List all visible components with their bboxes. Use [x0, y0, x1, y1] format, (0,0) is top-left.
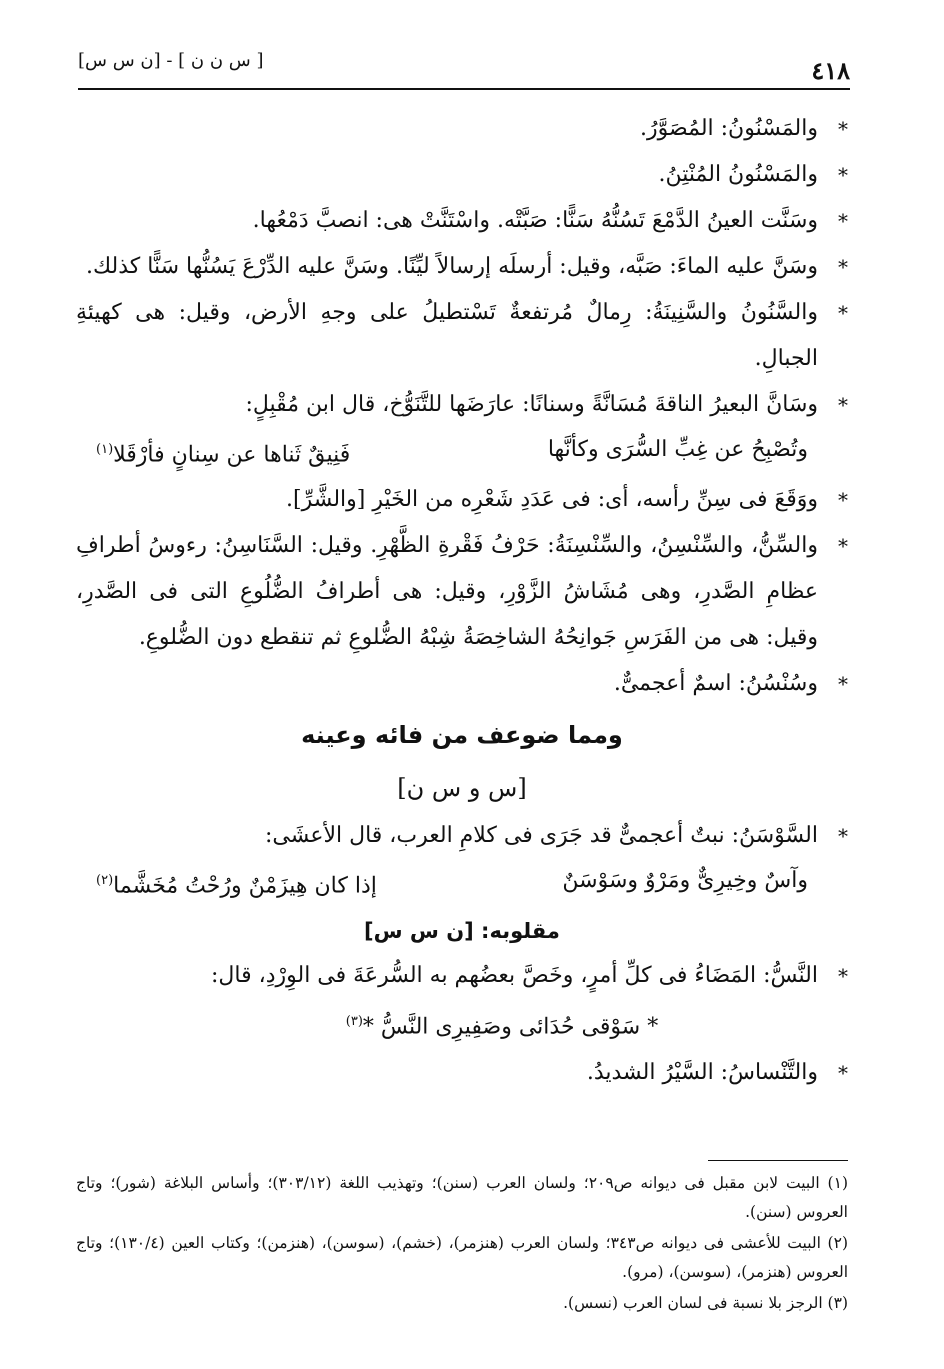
- entry-text: وسَنَّت العينُ الدَّمْعَ تَسُنُّهُ سَنًّا: صَبَّتْه. واسْتَنَّتْ هى: انصبَّ دَمْعُها.: [252, 208, 818, 233]
- entry: [76, 106, 848, 152]
- verse-hemistich-first: وآسٌ وخِيرِىٌّ ومَرْوٌ وسَوْسَنٌ: [562, 868, 808, 894]
- entry: [76, 661, 848, 707]
- entry-text: والسِّنُّ، والسِّنْسِنُ، والسِّنْسِنَةُ: حَرْفُ فَقْرةِ الظَّهْرِ. وقيل: السَّنَاسِنُ: رءوسُ أطرافِ عظامِ الصَّدرِ، وهى مُشَاشُ الزَّوْرِ، وقيل: هى أطرافُ الضُّلُوعِ التى فى الصَّدرِ، وقيل: هى من الفَرَسِ جَوانِحُهُ الشاخِصَةُ شِبْهُ الضُّلوعِ ثم تنقطع دون الضُّلوعِ.: [76, 533, 818, 651]
- entry-text: السَّوْسَنُ: نبتٌ أعجمىٌّ قد جَرَى فى كلامِ العرب، قال الأعشَى:: [264, 823, 818, 849]
- asterisk-icon: *: [838, 117, 848, 141]
- entry-text: النَّسُّ: المَضَاءُ فى كلِّ أمرٍ، وخَصَّ بعضُهم به السُّرعَةَ فى الوِرْدِ، قال:: [211, 962, 818, 988]
- entry: [76, 290, 848, 382]
- root-heading: [س و س ن]: [397, 774, 527, 803]
- asterisk-icon: *: [838, 255, 848, 279]
- asterisk-icon: *: [838, 163, 848, 187]
- footnote-reference: (٢): [96, 873, 114, 889]
- verse-hemistich-first: وتُصْبِحُ عن غِبِّ السُّرَى وكأنَّها: [547, 437, 808, 462]
- entry-text: والسَّنُونُ والسَّنِينَةُ: رِمالٌ مُرتفعةٌ تَسْتطيلُ على وجهِ الأرض، وقيل: هى كهيئةِ الجبالِ.: [76, 300, 818, 371]
- footnote-reference: (٣): [345, 1013, 363, 1029]
- subsection-heading: مقلوبه: [ن س س]: [364, 918, 560, 943]
- entry: [76, 477, 848, 523]
- entry-text: والمَسْنُونُ: المُصَوَّرُ.: [640, 116, 818, 141]
- poetry-verse: [76, 428, 848, 477]
- entry: [76, 523, 848, 661]
- page-header: [78, 40, 850, 90]
- asterisk-icon: *: [838, 209, 848, 233]
- asterisk-icon: *: [838, 1060, 848, 1085]
- footnote: (٢) البيت للأعشى فى ديوانه ص٣٤٣؛ ولسان العرب (هنزمر)، (خشم)، (سوسن)، (هنزمن)؛ وكتاب العين (١٣٠/٤)؛ وتاج العروس (هنزمر)، (سوسن)، (مرو).: [76, 1234, 848, 1281]
- entry-text: والتَّنْساسُ: السَّيْرُ الشديدُ.: [586, 1059, 818, 1085]
- entry: [76, 198, 848, 244]
- page-body: [76, 106, 848, 1096]
- hemistich-text: فَنِيقٌ ثَناها عن سِنانٍ فأرْقَلا: [113, 442, 351, 468]
- entry-text: وسُنْسُنُ: اسمٌ أعجمىٌّ.: [613, 671, 818, 697]
- poetry-verse: [76, 859, 848, 908]
- asterisk-icon: *: [838, 393, 848, 417]
- footnote-reference: (١): [96, 442, 114, 457]
- entry: [76, 1050, 848, 1096]
- entry: [76, 152, 848, 198]
- section-heading: ومما ضوعف من فائه وعينه: [301, 721, 623, 750]
- footnote: (٣) الرجز بلا نسبة فى لسان العرب (نسس).: [563, 1294, 848, 1312]
- asterisk-icon: *: [838, 488, 848, 513]
- asterisk-icon: *: [838, 534, 848, 559]
- entry: [76, 244, 848, 290]
- footnotes: [76, 1160, 848, 1318]
- entry: [76, 813, 848, 859]
- asterisk-icon: *: [838, 301, 848, 325]
- footnote: (١) البيت لابن مقبل فى ديوانه ص٢٠٩؛ ولسان العرب (سنن)؛ وتهذيب اللغة (٣٠٣/١٢)؛ وأساس البلاغة (شور)؛ وتاج العروس (سنن).: [76, 1174, 848, 1221]
- entry-text: والمَسْنُونُ المُنْتِنُ.: [658, 162, 818, 187]
- running-head: [ س ن ن ] - [ن س س]: [78, 50, 264, 71]
- verse-hemistich-second: [96, 428, 350, 477]
- page-number: ٤١٨: [811, 56, 850, 85]
- verse-hemistich-second: [96, 859, 377, 908]
- header-rule: [78, 88, 850, 90]
- asterisk-icon: *: [838, 963, 848, 988]
- entry: [76, 953, 848, 999]
- asterisk-icon: *: [838, 824, 848, 849]
- footnote-rule: [708, 1160, 848, 1161]
- entry-text: وسَنَّ عليه الماءَ: صَبَّه، وقيل: أرسلَه إرسالاً ليِّنًا. وسَنَّ عليه الدِّرْعَ يَسُنُّها سَنًّا كذلك.: [86, 254, 818, 279]
- asterisk-icon: *: [838, 672, 848, 697]
- rajaz-verse: [76, 999, 848, 1050]
- entry: [76, 382, 848, 428]
- entry-text: وسَانَّ البعيرُ الناقةَ مُسَانَّةً وسنانًا: عارَضَها للتَّنَوُّخ، قال ابن مُقْبِلٍ:: [245, 392, 818, 417]
- rajaz-text: * سَوْقى حُدَائى وصَفِيرِى النَّسُّ *: [362, 1013, 659, 1039]
- entry-text: ووَقَعَ فى سِنِّ رأسه، أى: فى عَدَدِ شَعْرِه من الخَيْرِ [والشَّرِّ].: [286, 487, 818, 513]
- hemistich-text: إذا كان هِيزَمْنٌ ورُحْتُ مُخَشَّما: [113, 873, 377, 899]
